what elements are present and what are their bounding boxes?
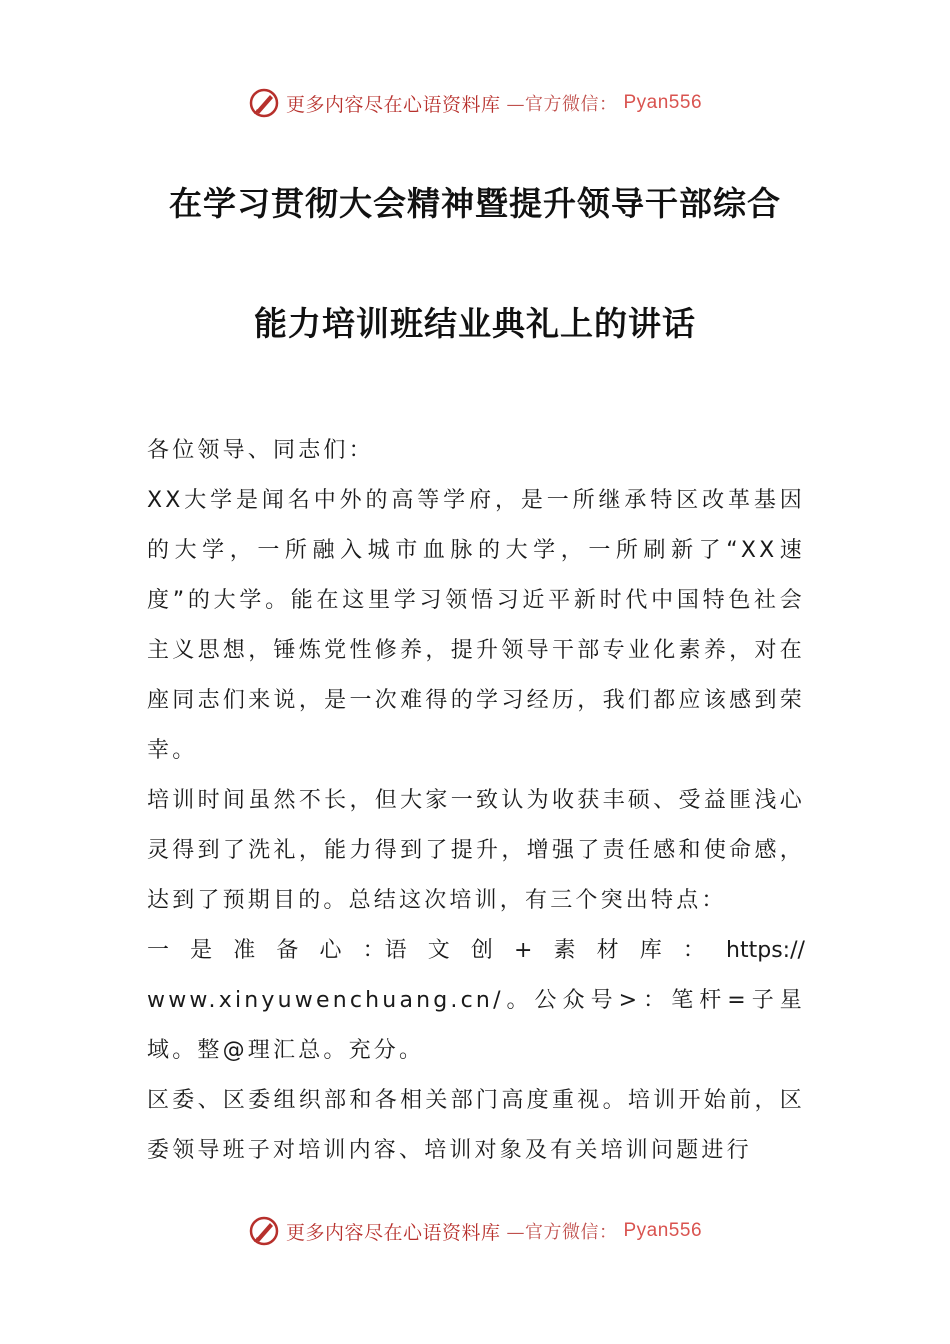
spread-char: 库 — [639, 938, 662, 963]
document-title-line-1: 在学习贯彻大会精神暨提升领导干部综合 — [169, 184, 781, 223]
spread-char: 素 — [553, 938, 576, 963]
spread-char: 备 — [276, 938, 299, 963]
footer-banner-sub-text: —官方微信： — [506, 1222, 618, 1243]
header-watermark-banner — [0, 83, 950, 123]
salutation: 各位领导、同志们： — [147, 438, 374, 463]
spread-url-start: https:// — [726, 938, 805, 963]
spread-char: 创 — [470, 938, 493, 963]
pen-logo-icon — [248, 87, 280, 119]
paragraph-3-rest: www.xinyuwenchuang.cn/。公众号>：笔杆=子星域。整@理汇总。充分。 — [147, 988, 805, 1063]
spread-char: 是 — [190, 938, 213, 963]
footer-banner-wechat-id: Pyan556 — [623, 1220, 703, 1241]
spread-char: 文 — [427, 938, 450, 963]
paragraph-4: 区委、区委组织部和各相关部门高度重视。培训开始前，区委领导班子对培训内容、培训对象及有关培训问题进行 — [147, 1088, 805, 1163]
paragraph-3-spread-line — [147, 926, 805, 976]
spread-char: 准 — [233, 938, 256, 963]
spread-char: 心 — [319, 938, 342, 963]
spread-char: 一 — [147, 938, 170, 963]
pen-logo-icon — [248, 1215, 280, 1247]
paragraph-2: 培训时间虽然不长，但大家一致认为收获丰硕、受益匪浅心灵得到了洗礼，能力得到了提升，增强了责任感和使命感，达到了预期目的。总结这次培训，有三个突出特点： — [147, 788, 805, 913]
spread-char: 材 — [596, 938, 619, 963]
spread-char: + — [514, 938, 533, 963]
header-banner-sub-text: —官方微信： — [506, 94, 618, 115]
spread-char: ：语 — [362, 938, 407, 963]
document-body — [147, 426, 805, 1176]
footer-watermark-banner — [0, 1211, 950, 1251]
spread-char: ： — [682, 938, 705, 963]
document-title-line-2: 能力培训班结业典礼上的讲话 — [254, 304, 696, 343]
paragraph-1: XX大学是闻名中外的高等学府，是一所继承特区改革基因的大学，一所融入城市血脉的大学，一所刷新了“XX速度”的大学。能在这里学习领悟习近平新时代中国特色社会主义思想，锤炼党性修养，提升领导干部专业化素养，对在座同志们来说，是一次难得的学习经历，我们都应该感到荣幸。 — [147, 488, 805, 763]
footer-banner-main-text: 更多内容尽在心语资料库 — [285, 1221, 501, 1244]
header-banner-main-text: 更多内容尽在心语资料库 — [285, 93, 501, 116]
header-banner-wechat-id: Pyan556 — [623, 92, 703, 113]
